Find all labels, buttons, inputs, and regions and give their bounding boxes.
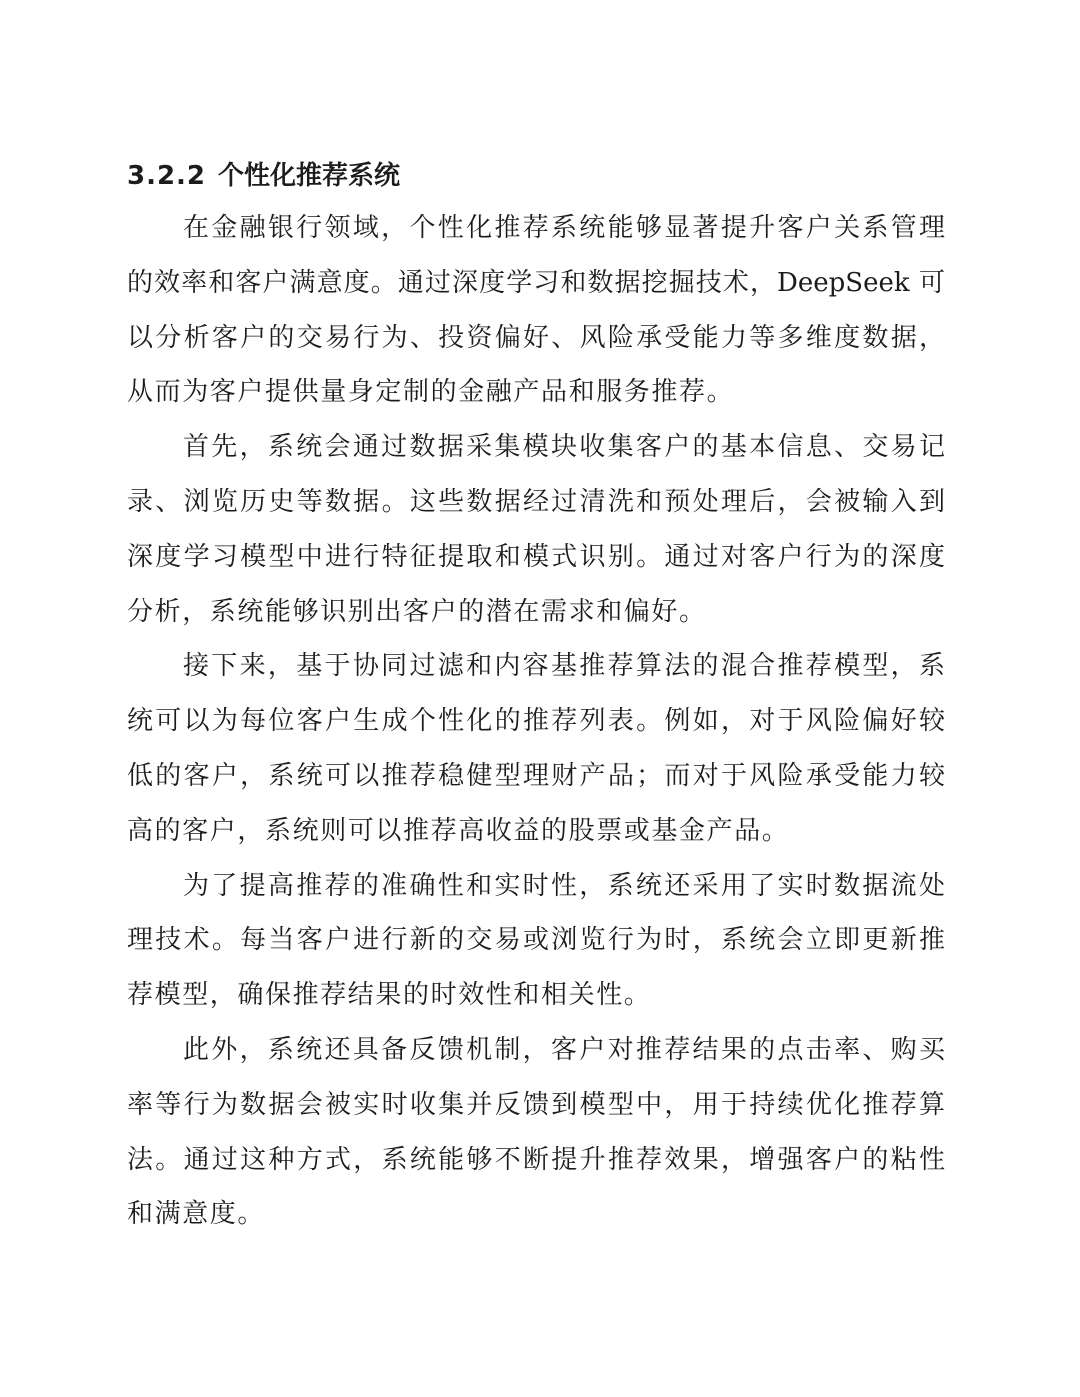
paragraph-line: 录、浏览历史等数据。这些数据经过清洗和预处理后，会被输入到: [127, 486, 945, 517]
section-title: 个性化推荐系统: [218, 161, 401, 191]
paragraph-line: 的效率和客户满意度。通过深度学习和数据挖掘技术，DeepSeek 可: [127, 267, 945, 298]
paragraph-line: 此外，系统还具备反馈机制，客户对推荐结果的点击率、购买: [183, 1034, 945, 1065]
paragraph-3: [127, 639, 945, 858]
paragraph-line: 高的客户，系统则可以推荐高收益的股票或基金产品。: [127, 815, 790, 846]
section-number: 3.2.2: [127, 161, 207, 191]
paragraph-line: 和满意度。: [127, 1199, 266, 1230]
paragraph-line: 法。通过这种方式，系统能够不断提升推荐效果，增强客户的粘性: [127, 1144, 945, 1175]
paragraph-line: 荐模型，确保推荐结果的时效性和相关性。: [127, 980, 652, 1011]
paragraph-4: [127, 859, 945, 1023]
paragraph-line: 首先，系统会通过数据采集模块收集客户的基本信息、交易记: [183, 432, 945, 463]
paragraph-5: [127, 1023, 945, 1242]
section-heading: [127, 151, 945, 201]
paragraph-line: 理技术。每当客户进行新的交易或浏览行为时，系统会立即更新推: [127, 925, 945, 956]
paragraph-line: 统可以为每位客户生成个性化的推荐列表。例如，对于风险偏好较: [127, 706, 945, 737]
paragraph-line: 以分析客户的交易行为、投资偏好、风险承受能力等多维度数据，: [127, 322, 945, 353]
paragraph-line: 在金融银行领域，个性化推荐系统能够显著提升客户关系管理: [183, 213, 945, 243]
paragraph-line: 分析，系统能够识别出客户的潜在需求和偏好。: [127, 596, 707, 627]
paragraph-line: 从而为客户提供量身定制的金融产品和服务推荐。: [127, 377, 735, 408]
paragraph-line: 深度学习模型中进行特征提取和模式识别。通过对客户行为的深度: [127, 541, 945, 572]
paragraph-1: [127, 201, 945, 420]
document-page: [127, 151, 945, 1242]
paragraph-2: [127, 420, 945, 639]
paragraph-line: 率等行为数据会被实时收集并反馈到模型中，用于持续优化推荐算: [127, 1089, 945, 1120]
paragraph-line: 低的客户，系统可以推荐稳健型理财产品；而对于风险承受能力较: [127, 760, 945, 791]
paragraph-line: 为了提高推荐的准确性和实时性，系统还采用了实时数据流处: [183, 870, 945, 901]
paragraph-line: 接下来，基于协同过滤和内容基推荐算法的混合推荐模型，系: [183, 651, 945, 682]
